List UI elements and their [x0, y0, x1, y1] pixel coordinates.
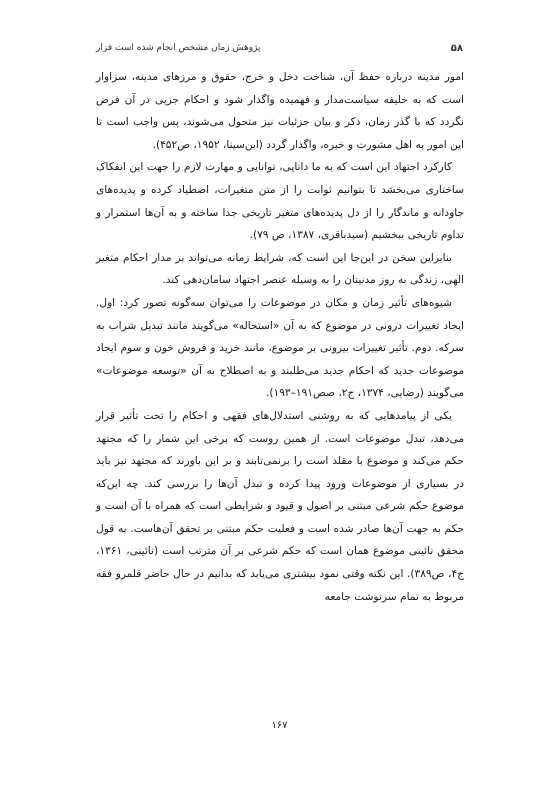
footer-page-number: ۱۶۷ [271, 720, 288, 731]
header-page-number: ۵۸ [450, 42, 463, 54]
header-running-title: پژوهش زمان مشخص انجام شده است فزار [96, 43, 261, 53]
page-body [96, 66, 464, 608]
paragraph: کارکرد اجتهاد این است که به ما دانایی، توانایی و مهارت لازم را جهت این انفکاک ساختاری می‌بخشد تا بتوانیم ثوابت را از متن متغیرات، اصطیاد کرده و پدیده‌های جاودانه و ماندگار را از دل پدیده‌های متغیر تاریخی جدا ساخته و به آن‌ها استمرار و تداوم تاریخی ببخشیم (سیدباقری، ۱۳۸۷، ص ۷۹). [96, 161, 464, 242]
paragraph: شیوه‌های تأثیر زمان و مکان در موضوعات را می‌توان سه‌گونه تصور کرد: اول. ایجاد تغییرات درونی در موضوع که به آن «استحاله» می‌گویند مانند تبدیل شراب به سرکه. دوم. تأثیر تغییرات بیرونی بر موضوع، مانند خرید و فروش خون و سوم ایجاد موضوعات جدید که احکام جدید می‌طلبند و به اصطلاح به آن «توسعه موضوعات» می‌گویند (رضایی، ۱۳۷۴، ج۲، صص۱۹۱–۱۹۳). [96, 296, 464, 400]
paragraph: یکی از پیامدهایی که به روشنی استدلال‌های فقهی و احکام را تحت تأثیر قرار می‌دهد، تبدل موضوعات است. از همین روست که برخی این شمار را که مجتهد حکم می‌کند و موضوع با مقلد است را برنمی‌تابند و بر این باورند که مجتهد نیز باید در بسیاری از موضوعات ورود پیدا کرده و تبدل آن‌ها را بررسی کند. چه این‌که موضوع حکم شرعی مبتنی بر اصول و قیود و شرایطی است که همراه با آن است و حکم به جهت آن‌ها صادر شده است و فعلیت حکم مبتنی بر تحقق آن‌هاست. به قول محقق نائینی موضوع همان است که حکم شرعی بر آن مترتب است (نائینی، ۱۳۶۱، ج۴، ص۳۸۹). این نکته وقتی نمود بیشتری می‌یابد که بدانیم در حال حاضر قلمرو فقه مربوط به تمام سرنوشت جامعه [96, 409, 464, 603]
paragraph: امور مدینه درباره حفظ آن، شناخت دخل و خرج، حقوق و مرزهای مدینه، سزاوار است که به خلیفه سیاست‌مدار و فهمیده واگذار شود و احکام جزیی در آن فرض نگردد که با گذر زمان، ذکر و بیان جزئیات نیز متحول می‌شوند، پس واجب است تا این امور به اهل مشورت و خبره، واگذار گردد (ابن‌سینا، ۱۹۵۲، ص۴۵۲). [96, 71, 464, 151]
paragraph: بنابراین سخن در این‌جا این است که، شرایط زمانه می‌تواند بر مدار احکام متغیر الهی، زندگی به روز مدنیتان را به وسیله عنصر اجتهاد سامان‌دهی کند. [96, 251, 464, 287]
running-header [96, 40, 463, 56]
